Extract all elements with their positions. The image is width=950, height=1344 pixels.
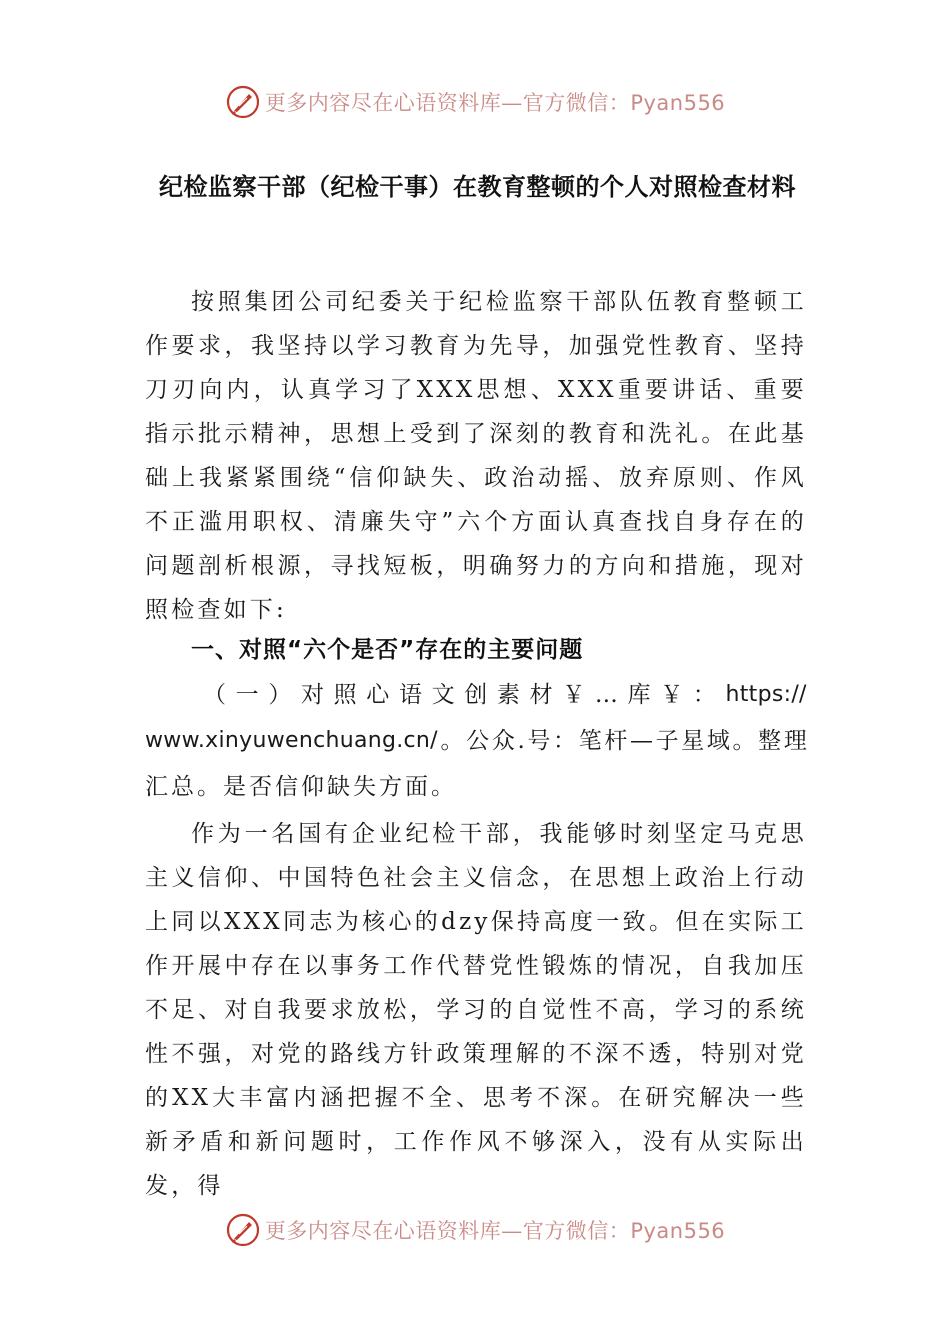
char: 照 bbox=[333, 682, 357, 708]
quill-pen-logo-icon bbox=[225, 1212, 261, 1248]
char: ￥ bbox=[562, 682, 586, 708]
char: . bbox=[517, 728, 525, 754]
subsection-line-2 bbox=[145, 718, 807, 764]
char: 整 bbox=[758, 728, 782, 754]
char: — bbox=[629, 728, 653, 754]
char: 笔 bbox=[578, 728, 602, 754]
section-heading: 一、对照“六个是否”存在的主要问题 bbox=[191, 637, 584, 663]
subsection-line-3: 汇总。是否信仰缺失方面。 bbox=[145, 774, 457, 800]
char: 对 bbox=[300, 682, 324, 708]
subsection-line-1 bbox=[145, 672, 807, 718]
char: 材 bbox=[529, 682, 553, 708]
char: 号 bbox=[527, 728, 551, 754]
char: 星 bbox=[681, 728, 705, 754]
watermark-text: 更多内容尽在心语资料库—官方微信：Pyan556 bbox=[264, 91, 726, 115]
char: 文 bbox=[431, 682, 455, 708]
char: 域 bbox=[706, 728, 730, 754]
url-text: www.xinyuwenchuang.cn/ bbox=[145, 728, 438, 753]
char: 一 bbox=[235, 682, 259, 708]
char: … bbox=[594, 682, 618, 708]
char: 创 bbox=[464, 682, 488, 708]
quill-pen-logo-icon bbox=[225, 84, 261, 120]
char: ： bbox=[553, 728, 577, 754]
document-title: 纪检监察干部（纪检干事）在教育整顿的个人对照检查材料 bbox=[159, 173, 796, 201]
char: 。 bbox=[732, 728, 756, 754]
char: ） bbox=[268, 682, 292, 708]
intro-paragraph: 按照集团公司纪委关于纪检监察干部队伍教育整顿工作要求，我坚持以学习教育为先导，加强党性教育、坚持刀刃向内，认真学习了XXX思想、XXX重要讲话、重要指示批示精神，思想上受到了深刻的教育和洗礼。在此基础上我紧紧围绕“信仰缺失、政治动摇、放弃原则、作风不正滥用职权、清廉失守”六个方面认真查找自身存在的问题剖析根源，寻找短板，明确努力的方向和措施，现对照检查如下: bbox=[145, 289, 807, 623]
char: 素 bbox=[496, 682, 520, 708]
char: 心 bbox=[366, 682, 390, 708]
char: 杆 bbox=[604, 728, 628, 754]
char: 语 bbox=[398, 682, 422, 708]
subsection-heading bbox=[145, 672, 807, 810]
char: 库 bbox=[627, 682, 651, 708]
char: 众 bbox=[491, 728, 515, 754]
char: 。 bbox=[440, 728, 464, 754]
char: 子 bbox=[655, 728, 679, 754]
watermark-text: 更多内容尽在心语资料库—官方微信：Pyan556 bbox=[264, 1219, 726, 1243]
char: 理 bbox=[783, 728, 807, 754]
header-watermark-banner bbox=[0, 82, 950, 122]
body-paragraph: 作为一名国有企业纪检干部，我能够时刻坚定马克思主义信仰、中国特色社会主义信念，在思想上政治上行动上同以XXX同志为核心的dzy保持高度一致。但在实际工作开展中存在以事务工作代替党性锻炼的情况，自我加压不足、对自我要求放松，学习的自觉性不高，学习的系统性不强，对党的路线方针政策理解的不深不透，特别对党的XX大丰富内涵把握不全、思考不深。在研究解决一些新矛盾和新问题时，工作作风不够深入，没有从实际出发，得 bbox=[145, 821, 807, 1199]
char: （ bbox=[203, 682, 226, 708]
url-text: https:// bbox=[725, 682, 807, 707]
char: ： bbox=[692, 682, 716, 708]
char: 公 bbox=[466, 728, 490, 754]
footer-watermark-banner bbox=[0, 1210, 950, 1250]
char: ￥ bbox=[660, 682, 684, 708]
